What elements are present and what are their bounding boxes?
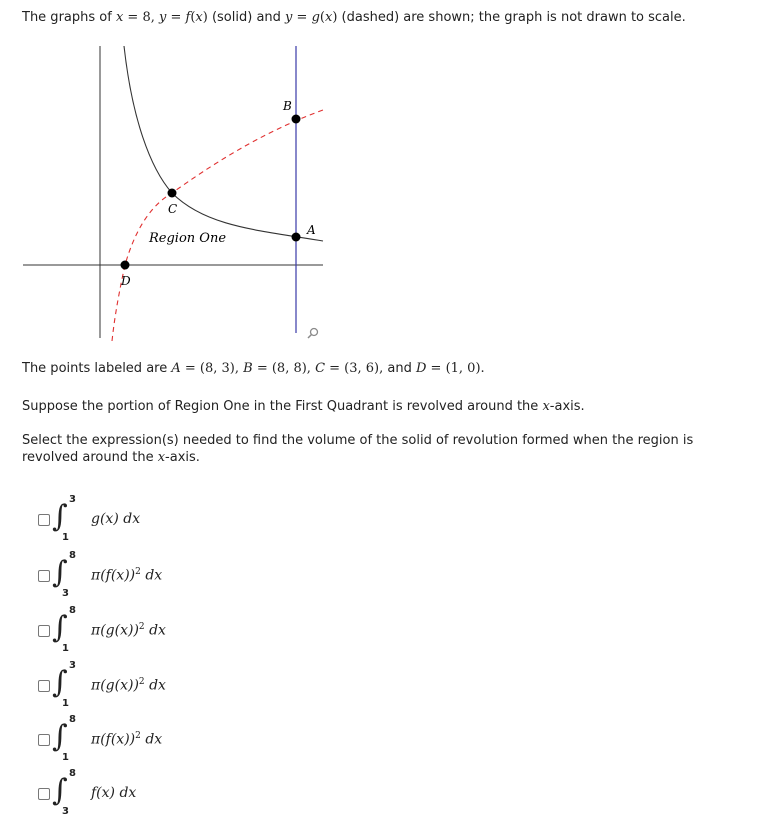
integral-sign: ∫ — [52, 555, 68, 590]
label-c: C — [168, 202, 178, 216]
label-d: D — [121, 274, 131, 288]
point-d — [121, 261, 130, 270]
integral-sign: ∫ — [52, 610, 68, 645]
checkbox[interactable] — [38, 514, 50, 526]
label-a: A — [307, 223, 316, 237]
point-b — [292, 115, 301, 124]
point-c — [168, 189, 177, 198]
upper-limit: 3 — [69, 494, 76, 505]
lower-limit: 1 — [62, 752, 69, 763]
points-text: The points labeled are A = (8, 3), B = (8, 8), C = (3, 6), and D = (1, 0). — [22, 361, 485, 376]
f-curve-solid — [124, 46, 323, 241]
zoom-icon[interactable] — [308, 329, 318, 339]
checkbox[interactable] — [38, 788, 50, 800]
integrand: $\pi(g(x))^2$ dx — [91, 622, 166, 639]
suppose-text: Suppose the portion of Region One in the First Quadrant is revolved around the x-axis. — [22, 399, 585, 414]
intro-text: The graphs of x = 8, y = f(x) (solid) and y = g(x) (dashed) are shown; the graph is not drawn to scale. — [22, 10, 686, 25]
point-a — [292, 233, 301, 242]
upper-limit: 3 — [69, 660, 76, 671]
integral-sign: ∫ — [52, 773, 68, 808]
lower-limit: 3 — [62, 806, 69, 817]
lower-limit: 3 — [62, 588, 69, 599]
integral-sign: ∫ — [52, 719, 68, 754]
upper-limit: 8 — [69, 605, 76, 616]
integral-sign: ∫ — [52, 499, 68, 534]
region-label: Region One — [149, 231, 227, 246]
checkbox[interactable] — [38, 734, 50, 746]
lower-limit: 1 — [62, 532, 69, 543]
upper-limit: 8 — [69, 714, 76, 725]
question-text: Select the expression(s) needed to find the volume of the solid of revolution formed when the region is revolved around the x-axis. — [22, 433, 694, 465]
lower-limit: 1 — [62, 698, 69, 709]
upper-limit: 8 — [69, 550, 76, 561]
checkbox[interactable] — [38, 680, 50, 692]
region-graph — [20, 38, 330, 353]
integrand: $\pi(g(x))^2$ dx — [91, 677, 166, 694]
checkbox[interactable] — [38, 625, 50, 637]
label-b: B — [283, 99, 292, 113]
g-curve-dashed — [112, 110, 323, 341]
checkbox[interactable] — [38, 570, 50, 582]
integrand: $\pi(f(x))^2$ dx — [91, 731, 163, 748]
integrand: g(x) dx — [91, 511, 141, 527]
integrand: $\pi(f(x))^2$ dx — [91, 567, 163, 584]
integral-sign: ∫ — [52, 665, 68, 700]
upper-limit: 8 — [69, 768, 76, 779]
integrand: f(x) dx — [91, 785, 137, 801]
lower-limit: 1 — [62, 643, 69, 654]
